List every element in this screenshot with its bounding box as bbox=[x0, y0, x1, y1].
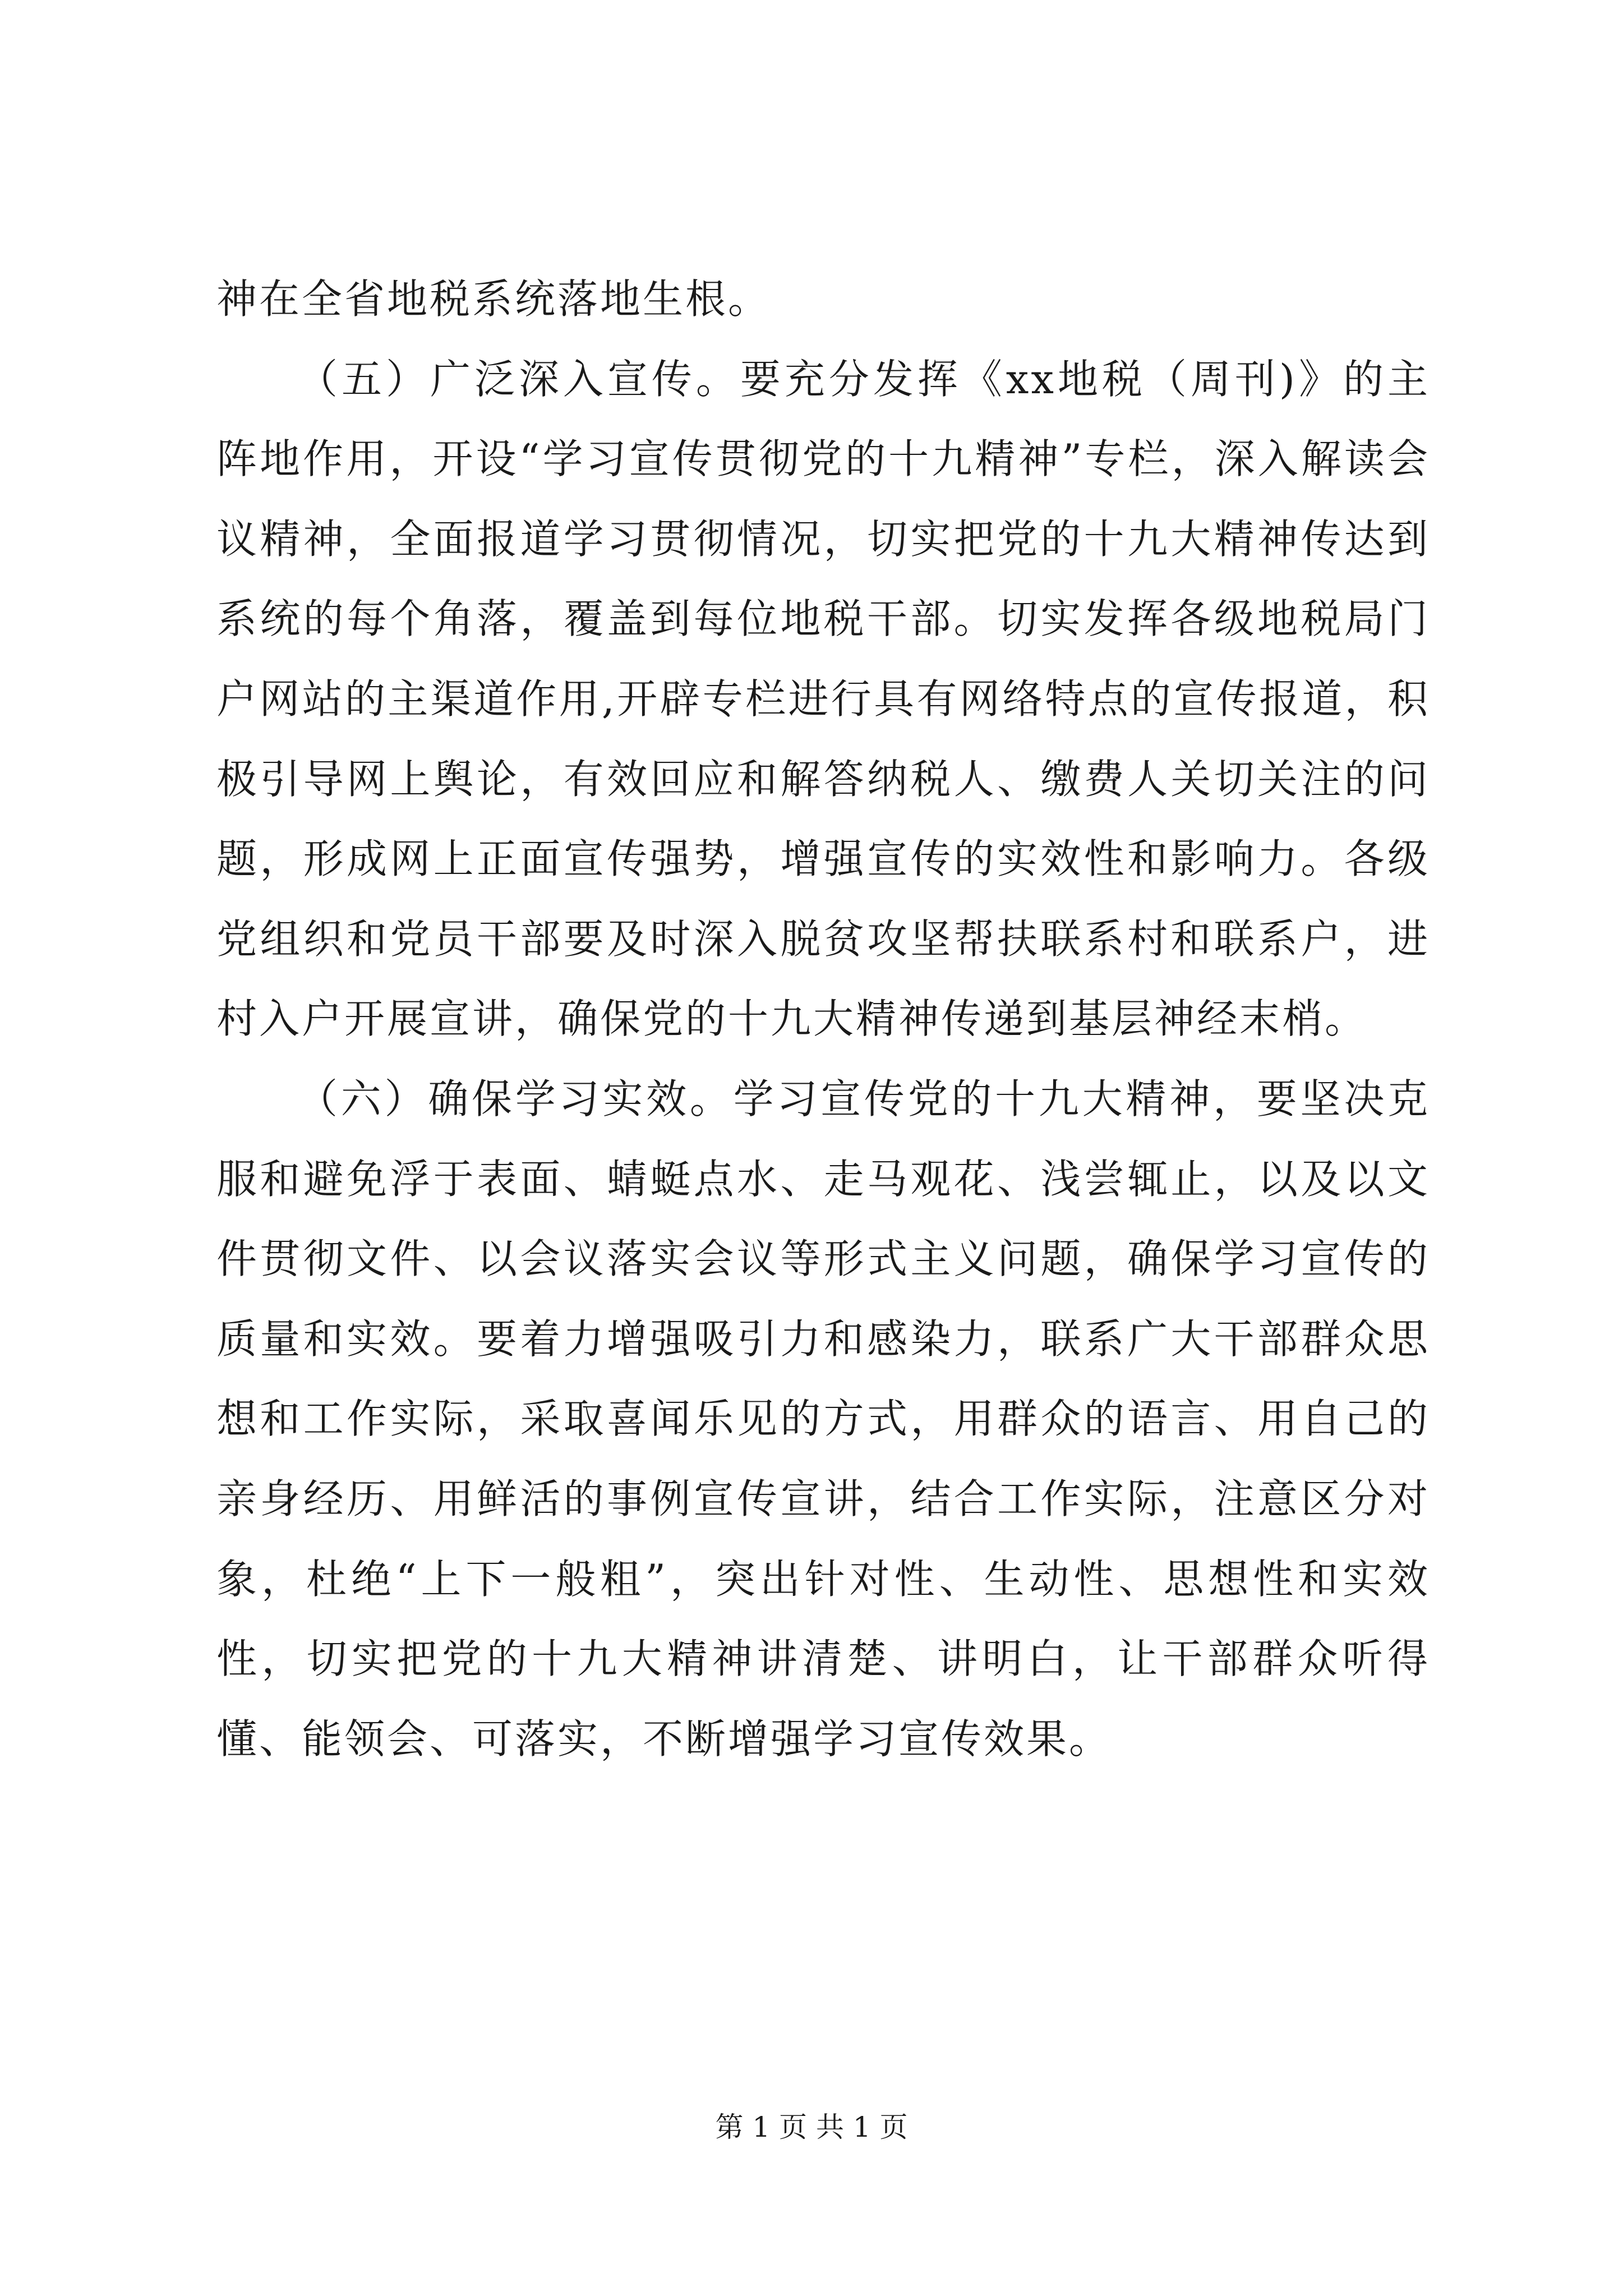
document-body bbox=[216, 259, 1430, 1779]
paragraph-section-six: （六）确保学习实效。学习宣传党的十九大精神，要坚决克服和避免浮于表面、蜻蜓点水、走马观花、浅尝辄止，以及以文件贯彻文件、以会议落实会议等形式主义问题，确保学习宣传的质量和实效。要着力增强吸引力和感染力，联系广大干部群众思想和工作实际，采取喜闻乐见的方式，用群众的语言、用自己的亲身经历、用鲜活的事例宣传宣讲，结合工作实际，注意区分对象，杜绝“上下一般粗”，突出针对性、生动性、思想性和实效性，切实把党的十九大精神讲清楚、讲明白，让干部群众听得懂、能领会、可落实，不断增强学习宣传效果。 bbox=[216, 1075, 1430, 1763]
paragraph-section-five: （五）广泛深入宣传。要充分发挥《xx地税（周刊)》的主阵地作用，开设“学习宣传贯彻党的十九精神”专栏，深入解读会议精神，全面报道学习贯彻情况，切实把党的十九大精神传达到系统的每个角落，覆盖到每位地税干部。切实发挥各级地税局门户网站的主渠道作用,开辟专栏进行具有网络特点的宣传报道，积极引导网上舆论，有效回应和解答纳税人、缴费人关切关注的问题，形成网上正面宣传强势，增强宣传的实效性和影响力。各级党组织和党员干部要及时深入脱贫攻坚帮扶联系村和联系户，进村入户开展宣讲，确保党的十九大精神传递到基层神经末梢。 bbox=[216, 355, 1430, 1043]
page-footer: 第 1 页 共 1 页 bbox=[715, 2111, 908, 2143]
paragraph-continuation: 神在全省地税系统落地生根。 bbox=[216, 275, 771, 323]
